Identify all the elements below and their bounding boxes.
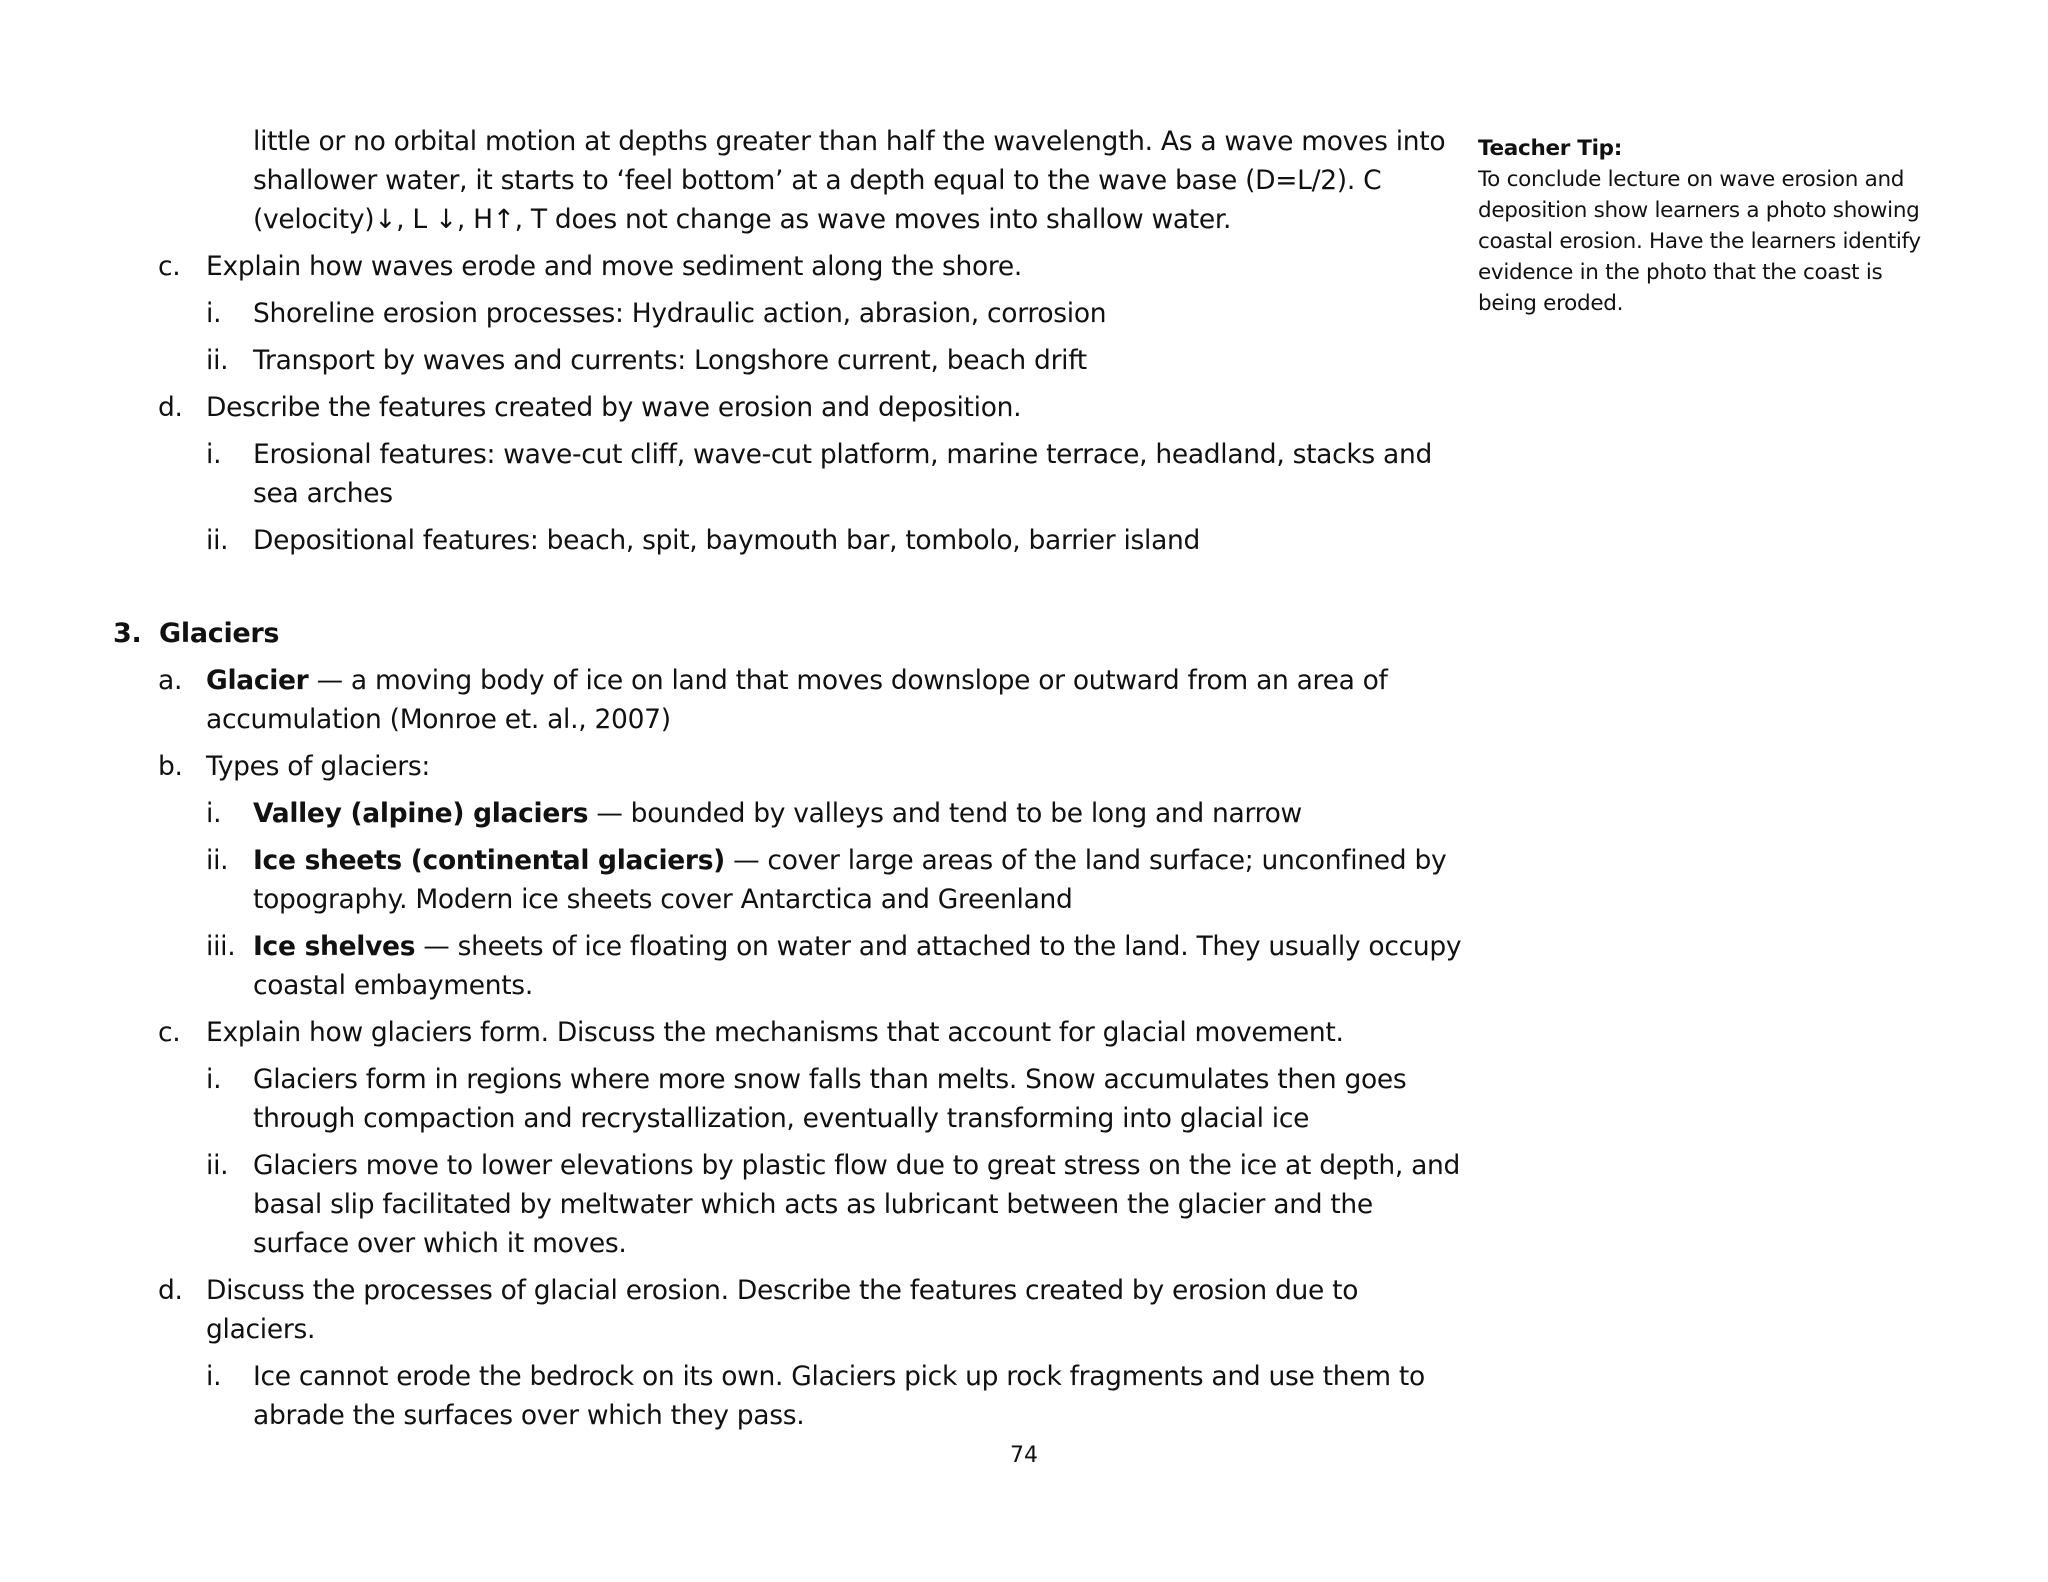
term-valley-glaciers: Valley (alpine) glaciers: [253, 798, 589, 829]
glacier-definition-text: — a moving body of ice on land that moves downslope or outward from an area of: [308, 665, 1388, 696]
list-marker: i.: [206, 439, 222, 470]
list-item-d-ii: Depositional features: beach, spit, baymouth bar, tombolo, barrier island: [253, 525, 1201, 556]
glacier-movement-line-2: basal slip facilitated by meltwater which acts as lubricant between the glacier and the: [253, 1189, 1373, 1220]
teacher-tip-line: evidence in the photo that the coast is: [1478, 260, 1883, 285]
list-item-d-i-line-2: sea arches: [253, 478, 393, 509]
term-glacier: Glacier: [206, 665, 309, 696]
list-marker: i.: [206, 1064, 222, 1095]
list-marker: i.: [206, 1361, 222, 1392]
list-marker: c.: [158, 251, 181, 282]
page-number: 74: [1010, 1443, 1038, 1468]
list-item-c: Explain how waves erode and move sediment along the shore.: [206, 251, 1023, 282]
section-title: Glaciers: [159, 618, 280, 649]
term-ice-sheets: Ice sheets (continental glaciers): [253, 845, 725, 876]
glacier-formation-line-1: Glaciers form in regions where more snow falls than melts. Snow accumulates then goes: [253, 1064, 1407, 1095]
list-marker: i.: [206, 798, 222, 829]
glacial-erosion-line-2: abrade the surfaces over which they pass.: [253, 1400, 805, 1431]
list-marker: ii.: [206, 1150, 229, 1181]
list-marker: ii.: [206, 845, 229, 876]
teacher-tip-title: Teacher Tip:: [1478, 136, 1623, 161]
list-marker: iii.: [206, 931, 236, 962]
glacier-types-heading: Types of glaciers:: [206, 751, 430, 782]
teacher-tip: [1478, 133, 1948, 319]
list-item-d: Describe the features created by wave erosion and deposition.: [206, 392, 1022, 423]
list-item-c-ii: Transport by waves and currents: Longshore current, beach drift: [253, 345, 1087, 376]
glacier-type-ice-shelves-text: — sheets of ice floating on water and attached to the land. They usually occupy: [415, 931, 1462, 962]
intro-line-2: shallower water, it starts to ‘feel bottom’ at a depth equal to the wave base (D=L/2). C: [253, 165, 1382, 196]
section-number: 3.: [113, 618, 142, 649]
glacier-type-ice-shelves-line-2: coastal embayments.: [253, 970, 533, 1001]
list-marker: ii.: [206, 525, 229, 556]
list-marker: a.: [158, 665, 183, 696]
list-marker: d.: [158, 392, 183, 423]
glacier-movement-line-1: Glaciers move to lower elevations by plastic flow due to great stress on the ice at depth, and: [253, 1150, 1461, 1181]
glacier-formation-heading: Explain how glaciers form. Discuss the mechanisms that account for glacial movement.: [206, 1017, 1344, 1048]
glacier-type-ice-sheets: [253, 841, 1446, 880]
intro-line-1: little or no orbital motion at depths greater than half the wavelength. As a wave moves into: [253, 126, 1446, 157]
intro-line-3: (velocity)↓, L ↓, H↑, T does not change as wave moves into shallow water.: [253, 204, 1232, 235]
list-marker: d.: [158, 1275, 183, 1306]
glacier-type-ice-sheets-line-2: topography. Modern ice sheets cover Antarctica and Greenland: [253, 884, 1073, 915]
list-marker: ii.: [206, 345, 229, 376]
glacier-movement-line-3: surface over which it moves.: [253, 1228, 627, 1259]
glacier-formation-line-2: through compaction and recrystallization, eventually transforming into glacial ice: [253, 1103, 1310, 1134]
list-item-d-i-line-1: Erosional features: wave-cut cliff, wave-cut platform, marine terrace, headland, stacks and: [253, 439, 1433, 470]
list-item-c-i: Shoreline erosion processes: Hydraulic action, abrasion, corrosion: [253, 298, 1107, 329]
teacher-tip-line: being eroded.: [1478, 291, 1624, 316]
glacier-type-ice-sheets-text: — cover large areas of the land surface; unconfined by: [724, 845, 1447, 876]
glacial-erosion-heading-line-1: Discuss the processes of glacial erosion. Describe the features created by erosion due to: [206, 1275, 1359, 1306]
glacier-type-valley: [253, 794, 1302, 833]
list-marker: c.: [158, 1017, 181, 1048]
glacier-definition: [206, 661, 1388, 700]
glacier-definition-line-2: accumulation (Monroe et. al., 2007): [206, 704, 671, 735]
list-marker: i.: [206, 298, 222, 329]
glacier-type-valley-text: — bounded by valleys and tend to be long and narrow: [588, 798, 1302, 829]
glacier-type-ice-shelves: [253, 927, 1461, 966]
glacial-erosion-heading-line-2: glaciers.: [206, 1314, 316, 1345]
list-marker: b.: [158, 751, 183, 782]
teacher-tip-line: coastal erosion. Have the learners identify: [1478, 229, 1921, 254]
teacher-tip-line: deposition show learners a photo showing: [1478, 198, 1920, 223]
glacial-erosion-line-1: Ice cannot erode the bedrock on its own. Glaciers pick up rock fragments and use them to: [253, 1361, 1425, 1392]
teacher-tip-line: To conclude lecture on wave erosion and: [1478, 167, 1905, 192]
term-ice-shelves: Ice shelves: [253, 931, 416, 962]
